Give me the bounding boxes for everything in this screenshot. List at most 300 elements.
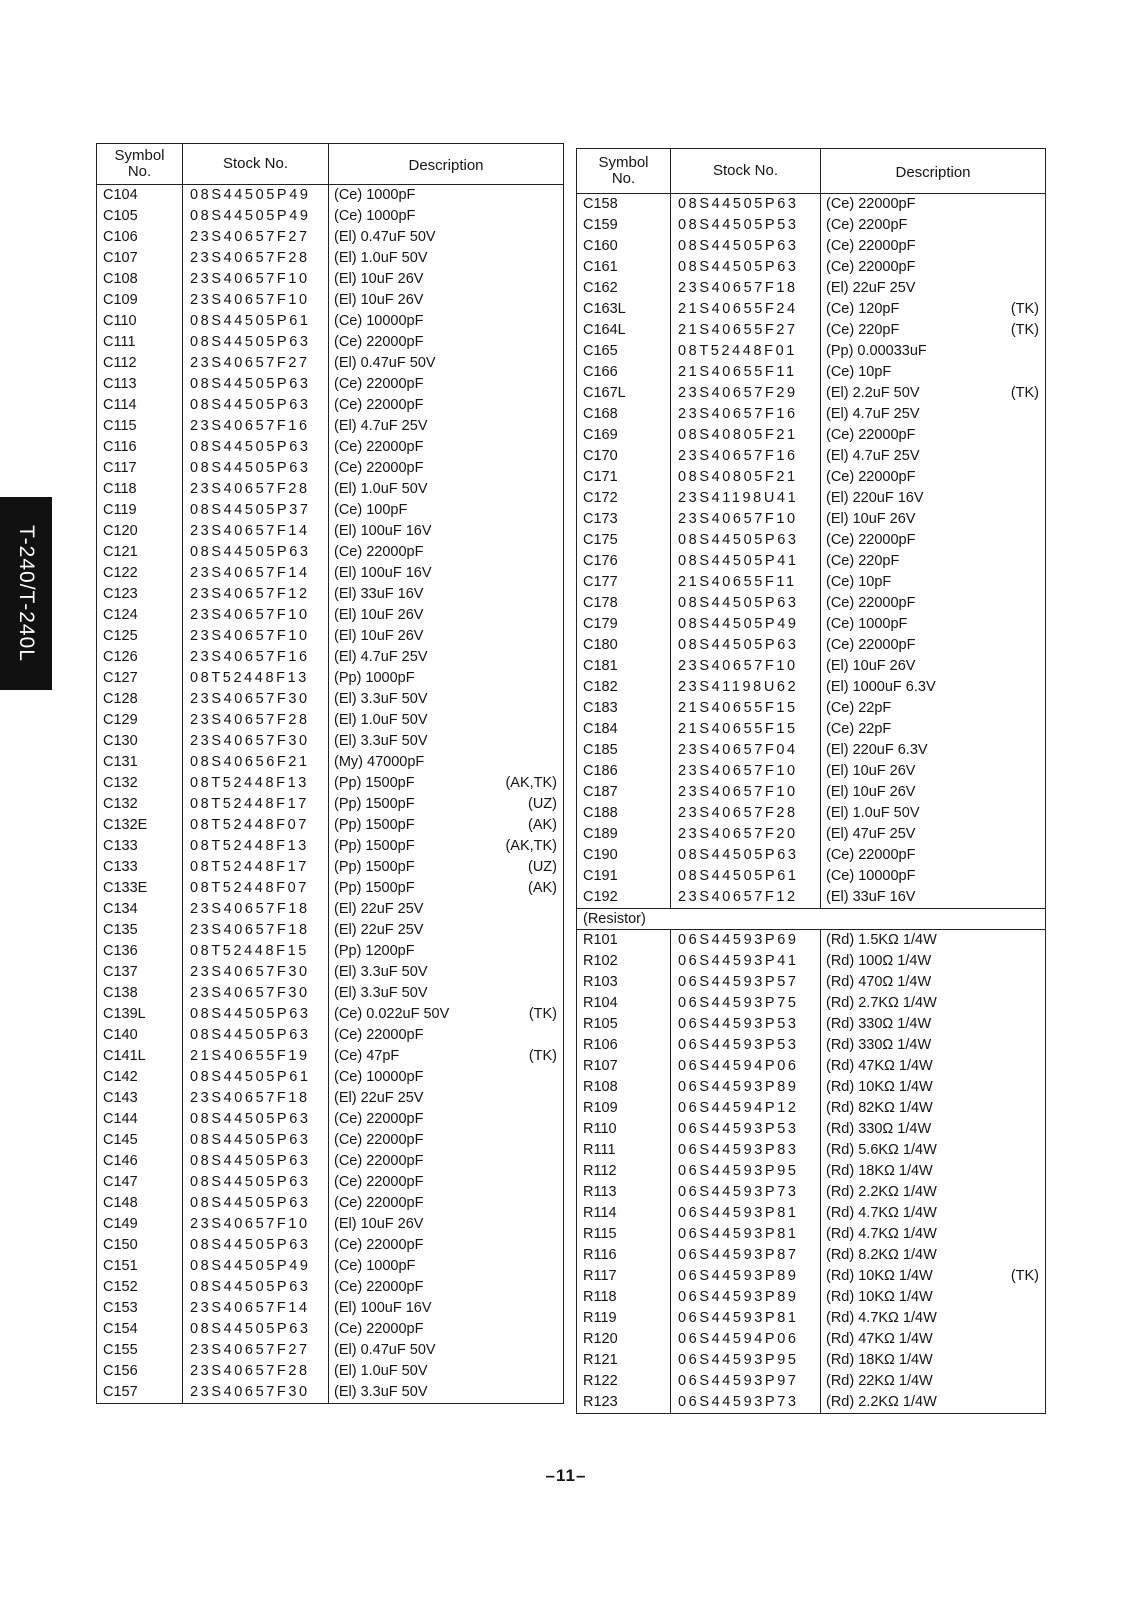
description	[821, 467, 1045, 488]
table-row	[97, 248, 563, 269]
model-side-tab	[0, 497, 52, 690]
table-row	[577, 1140, 1045, 1161]
symbol-no: R115	[577, 1224, 671, 1245]
symbol-no: C136	[97, 941, 183, 962]
description-text: (El) 3.3uF 50V	[334, 691, 428, 707]
stock-no: 08S44505P63	[183, 1277, 329, 1298]
table-row	[97, 1025, 563, 1046]
table-row	[97, 1235, 563, 1256]
destination-note: (UZ)	[528, 796, 557, 812]
description	[329, 1340, 563, 1361]
description	[329, 521, 563, 542]
stock-no: 23S40657F10	[671, 761, 821, 782]
description-text: (Ce) 22000pF	[334, 1279, 424, 1295]
description-text: (Rd) 2.2KΩ 1/4W	[826, 1184, 937, 1200]
table-row	[97, 1151, 563, 1172]
symbol-no: C145	[97, 1130, 183, 1151]
table-row	[97, 1256, 563, 1277]
destination-note: (UZ)	[528, 859, 557, 875]
symbol-no: R116	[577, 1245, 671, 1266]
destination-note: (AK)	[528, 817, 557, 833]
table-row	[97, 647, 563, 668]
description	[821, 698, 1045, 719]
description	[821, 993, 1045, 1014]
stock-no: 23S40657F28	[183, 248, 329, 269]
stock-no: 08S44505P63	[183, 1004, 329, 1025]
table-row	[577, 1224, 1045, 1245]
description	[821, 299, 1045, 320]
table-row	[577, 1287, 1045, 1308]
description	[821, 1203, 1045, 1224]
stock-no: 23S40657F12	[671, 887, 821, 908]
description	[821, 593, 1045, 614]
symbol-no: C156	[97, 1361, 183, 1382]
description-text: (Rd) 10KΩ 1/4W	[826, 1289, 933, 1305]
symbol-no: C153	[97, 1298, 183, 1319]
description-text: (El) 4.7uF 25V	[334, 649, 428, 665]
symbol-no: C125	[97, 626, 183, 647]
description-text: (Rd) 330Ω 1/4W	[826, 1037, 932, 1053]
stock-no: 23S40657F12	[183, 584, 329, 605]
table-header	[577, 149, 1045, 194]
table-row	[97, 1382, 563, 1403]
description-text: (El) 4.7uF 25V	[826, 406, 920, 422]
description	[821, 740, 1045, 761]
table-row	[577, 1371, 1045, 1392]
table-row	[577, 972, 1045, 993]
description	[329, 1046, 563, 1067]
description	[329, 1067, 563, 1088]
table-row	[577, 782, 1045, 803]
description	[821, 215, 1045, 236]
symbol-no: C128	[97, 689, 183, 710]
stock-no: 23S40657F16	[183, 416, 329, 437]
description-text: (El) 33uF 16V	[334, 586, 424, 602]
stock-no: 08S44505P63	[183, 1109, 329, 1130]
description	[329, 1025, 563, 1046]
symbol-no: C169	[577, 425, 671, 446]
stock-no: 23S40657F30	[183, 962, 329, 983]
symbol-no: R108	[577, 1077, 671, 1098]
symbol-no: R119	[577, 1308, 671, 1329]
symbol-no: C178	[577, 593, 671, 614]
table-row	[97, 836, 563, 857]
description-text: (Rd) 1.5KΩ 1/4W	[826, 932, 937, 948]
table-row	[97, 815, 563, 836]
description-text: (Rd) 4.7KΩ 1/4W	[826, 1205, 937, 1221]
symbol-no: R104	[577, 993, 671, 1014]
table-row	[577, 740, 1045, 761]
stock-no: 06S44593P75	[671, 993, 821, 1014]
symbol-no: C192	[577, 887, 671, 908]
description-text: (El) 47uF 25V	[826, 826, 916, 842]
table-row	[577, 1329, 1045, 1350]
description	[329, 1382, 563, 1403]
header-description-label: Description	[408, 157, 484, 174]
stock-no: 08S44505P63	[183, 1193, 329, 1214]
description	[329, 353, 563, 374]
symbol-no: C181	[577, 656, 671, 677]
header-stock-label: Stock No.	[222, 155, 289, 172]
description-text: (Ce) 22000pF	[334, 1027, 424, 1043]
symbol-no: C122	[97, 563, 183, 584]
table-row	[97, 311, 563, 332]
description-text: (Pp) 1500pF	[334, 859, 415, 875]
stock-no: 06S44593P73	[671, 1392, 821, 1413]
stock-no: 23S40657F18	[183, 899, 329, 920]
stock-no: 06S44593P89	[671, 1266, 821, 1287]
symbol-no: C133E	[97, 878, 183, 899]
stock-no: 08T52448F07	[183, 815, 329, 836]
table-row	[97, 731, 563, 752]
stock-no: 08T52448F01	[671, 341, 821, 362]
symbol-no: C143	[97, 1088, 183, 1109]
table-row	[577, 215, 1045, 236]
stock-no: 23S40657F18	[183, 1088, 329, 1109]
table-row	[577, 635, 1045, 656]
stock-no: 06S44593P57	[671, 972, 821, 993]
description-text: (Ce) 10000pF	[334, 313, 424, 329]
table-row	[97, 1004, 563, 1025]
description-text: (Rd) 4.7KΩ 1/4W	[826, 1310, 937, 1326]
table-row	[97, 353, 563, 374]
symbol-no: C159	[577, 215, 671, 236]
symbol-no: C114	[97, 395, 183, 416]
description-text: (Rd) 2.7KΩ 1/4W	[826, 995, 937, 1011]
table-row	[97, 1172, 563, 1193]
stock-no: 06S44594P06	[671, 1056, 821, 1077]
description-text: (El) 1000uF 6.3V	[826, 679, 936, 695]
header-symbol-line2: No.	[611, 170, 636, 187]
description	[821, 1287, 1045, 1308]
table-row	[577, 299, 1045, 320]
description-text: (Rd) 2.2KΩ 1/4W	[826, 1394, 937, 1410]
stock-no: 06S44593P53	[671, 1119, 821, 1140]
table-row	[577, 278, 1045, 299]
table-row	[577, 1308, 1045, 1329]
table-row	[577, 488, 1045, 509]
description	[821, 488, 1045, 509]
symbol-no: R107	[577, 1056, 671, 1077]
description-text: (Pp) 1500pF	[334, 880, 415, 896]
description	[329, 1235, 563, 1256]
symbol-no: C119	[97, 500, 183, 521]
destination-note: (TK)	[528, 1048, 557, 1064]
stock-no: 23S40657F10	[183, 269, 329, 290]
stock-no: 08S44505P49	[183, 185, 329, 206]
symbol-no: C139L	[97, 1004, 183, 1025]
symbol-no: R110	[577, 1119, 671, 1140]
symbol-no: C132	[97, 794, 183, 815]
description-text: (El) 22uF 25V	[334, 922, 424, 938]
table-row	[97, 605, 563, 626]
description-text: (Ce) 100pF	[334, 502, 408, 518]
description-text: (Ce) 22000pF	[334, 1321, 424, 1337]
description-text: (Ce) 22000pF	[334, 1237, 424, 1253]
symbol-no: C170	[577, 446, 671, 467]
header-symbol-line1: Symbol	[598, 154, 649, 171]
stock-no: 06S44593P97	[671, 1371, 821, 1392]
stock-no: 23S40657F16	[183, 647, 329, 668]
description-text: (El) 22uF 25V	[334, 1090, 424, 1106]
stock-no: 06S44594P12	[671, 1098, 821, 1119]
symbol-no: C115	[97, 416, 183, 437]
stock-no: 23S40657F04	[671, 740, 821, 761]
description	[329, 1193, 563, 1214]
description	[821, 635, 1045, 656]
description	[329, 794, 563, 815]
table-row	[577, 719, 1045, 740]
stock-no: 08T52448F13	[183, 836, 329, 857]
symbol-no: C190	[577, 845, 671, 866]
stock-no: 23S40657F16	[671, 446, 821, 467]
table-row	[97, 185, 563, 206]
stock-no: 08S44505P63	[183, 374, 329, 395]
description-text: (Ce) 22000pF	[826, 427, 916, 443]
description	[329, 1109, 563, 1130]
description	[821, 803, 1045, 824]
symbol-no: C147	[97, 1172, 183, 1193]
description-text: (Ce) 22000pF	[826, 847, 916, 863]
table-row	[97, 1109, 563, 1130]
description-text: (Rd) 18KΩ 1/4W	[826, 1163, 933, 1179]
header-stock-no	[183, 144, 329, 184]
description	[821, 1077, 1045, 1098]
header-symbol-line1: Symbol	[114, 147, 165, 164]
description	[821, 1266, 1045, 1287]
table-row	[97, 332, 563, 353]
description-text: (Rd) 22KΩ 1/4W	[826, 1373, 933, 1389]
table-row	[97, 437, 563, 458]
description-text: (El) 10uF 26V	[826, 511, 916, 527]
description-text: (Ce) 22000pF	[334, 376, 424, 392]
description	[329, 647, 563, 668]
description-text: (Ce) 47pF	[334, 1048, 400, 1064]
description	[821, 887, 1045, 908]
symbol-no: R122	[577, 1371, 671, 1392]
destination-note: (TK)	[528, 1006, 557, 1022]
table-row	[97, 479, 563, 500]
symbol-no: C161	[577, 257, 671, 278]
symbol-no: C111	[97, 332, 183, 353]
description	[329, 1277, 563, 1298]
description	[821, 930, 1045, 951]
description-text: (Pp) 0.00033uF	[826, 343, 927, 359]
description-text: (El) 22uF 25V	[826, 280, 916, 296]
symbol-no: R101	[577, 930, 671, 951]
table-row	[97, 584, 563, 605]
table-row	[97, 1298, 563, 1319]
table-row	[577, 1350, 1045, 1371]
description-text: (Ce) 22000pF	[334, 439, 424, 455]
description-text: (Ce) 22000pF	[334, 1132, 424, 1148]
table-row	[97, 1067, 563, 1088]
symbol-no: C187	[577, 782, 671, 803]
description	[821, 1119, 1045, 1140]
description	[821, 866, 1045, 887]
description	[821, 761, 1045, 782]
table-row	[577, 1035, 1045, 1056]
table-row	[577, 761, 1045, 782]
description	[821, 551, 1045, 572]
symbol-no: C154	[97, 1319, 183, 1340]
description-text: (El) 1.0uF 50V	[334, 481, 428, 497]
description	[329, 248, 563, 269]
description-text: (Rd) 8.2KΩ 1/4W	[826, 1247, 937, 1263]
header-description-label: Description	[895, 164, 971, 181]
symbol-no: R117	[577, 1266, 671, 1287]
description-text: (El) 3.3uF 50V	[334, 1384, 428, 1400]
description-text: (Ce) 22000pF	[334, 1174, 424, 1190]
stock-no: 21S40655F19	[183, 1046, 329, 1067]
description-text: (Ce) 22000pF	[334, 1111, 424, 1127]
table-row	[97, 1361, 563, 1382]
description	[821, 425, 1045, 446]
symbol-no: C104	[97, 185, 183, 206]
stock-no: 08S44505P63	[183, 332, 329, 353]
stock-no: 08T52448F13	[183, 668, 329, 689]
stock-no: 23S40657F28	[183, 1361, 329, 1382]
description	[821, 1371, 1045, 1392]
symbol-no: C117	[97, 458, 183, 479]
symbol-no: C157	[97, 1382, 183, 1403]
stock-no: 23S40657F28	[671, 803, 821, 824]
description-text: (Ce) 22pF	[826, 700, 892, 716]
symbol-no: C168	[577, 404, 671, 425]
description-text: (El) 33uF 16V	[826, 889, 916, 905]
stock-no: 21S40655F24	[671, 299, 821, 320]
symbol-no: C116	[97, 437, 183, 458]
description	[821, 845, 1045, 866]
description	[329, 1256, 563, 1277]
description-text: (Rd) 10KΩ 1/4W	[826, 1268, 933, 1284]
stock-no: 08S44505P41	[671, 551, 821, 572]
description-text: (El) 10uF 26V	[334, 607, 424, 623]
stock-no: 08S40656F21	[183, 752, 329, 773]
description	[329, 395, 563, 416]
table-header	[97, 144, 563, 185]
description	[821, 1056, 1045, 1077]
description-text: (Ce) 1000pF	[826, 616, 908, 632]
table-row	[577, 1119, 1045, 1140]
description	[821, 719, 1045, 740]
table-row	[97, 1214, 563, 1235]
description	[821, 1224, 1045, 1245]
table-row	[577, 993, 1045, 1014]
stock-no: 23S40657F30	[183, 731, 329, 752]
table-row	[97, 626, 563, 647]
table-row	[97, 962, 563, 983]
description-text: (Pp) 1500pF	[334, 817, 415, 833]
description-text: (Ce) 22000pF	[826, 637, 916, 653]
description-text: (El) 3.3uF 50V	[334, 985, 428, 1001]
stock-no: 23S40657F30	[183, 689, 329, 710]
symbol-no: R123	[577, 1392, 671, 1413]
description	[821, 1182, 1045, 1203]
stock-no: 08T52448F17	[183, 794, 329, 815]
header-symbol-line2: No.	[127, 163, 152, 180]
stock-no: 23S40657F18	[671, 278, 821, 299]
symbol-no: R114	[577, 1203, 671, 1224]
description	[329, 710, 563, 731]
description	[821, 1140, 1045, 1161]
symbol-no: C132	[97, 773, 183, 794]
description	[329, 563, 563, 584]
description	[821, 383, 1045, 404]
table-row	[577, 845, 1045, 866]
stock-no: 08T52448F07	[183, 878, 329, 899]
destination-note: (TK)	[1010, 322, 1039, 338]
description	[329, 731, 563, 752]
description-text: (El) 4.7uF 25V	[334, 418, 428, 434]
stock-no: 06S44593P41	[671, 951, 821, 972]
description-text: (El) 22uF 25V	[334, 901, 424, 917]
description-text: (El) 4.7uF 25V	[826, 448, 920, 464]
stock-no: 23S40657F10	[183, 605, 329, 626]
table-row	[97, 920, 563, 941]
table-row	[577, 1182, 1045, 1203]
description-text: (Pp) 1500pF	[334, 775, 415, 791]
description	[821, 446, 1045, 467]
symbol-no: C134	[97, 899, 183, 920]
description	[821, 404, 1045, 425]
symbol-no: C140	[97, 1025, 183, 1046]
stock-no: 23S41198U62	[671, 677, 821, 698]
stock-no: 06S44593P81	[671, 1224, 821, 1245]
table-row	[97, 206, 563, 227]
description-text: (Rd) 330Ω 1/4W	[826, 1121, 932, 1137]
symbol-no: C180	[577, 635, 671, 656]
table-row	[577, 1392, 1045, 1413]
table-row	[577, 698, 1045, 719]
description	[821, 1035, 1045, 1056]
section-heading-resistor: (Resistor)	[577, 908, 1045, 930]
table-row	[97, 899, 563, 920]
stock-no: 23S40657F10	[671, 656, 821, 677]
symbol-no: C146	[97, 1151, 183, 1172]
stock-no: 23S40657F30	[183, 983, 329, 1004]
symbol-no: C162	[577, 278, 671, 299]
description	[821, 572, 1045, 593]
table-row	[97, 1340, 563, 1361]
description	[329, 878, 563, 899]
description-text: (Ce) 10000pF	[826, 868, 916, 884]
symbol-no: C164L	[577, 320, 671, 341]
description-text: (El) 220uF 16V	[826, 490, 924, 506]
symbol-no: C152	[97, 1277, 183, 1298]
table-row	[577, 1014, 1045, 1035]
table-row	[577, 866, 1045, 887]
description	[329, 332, 563, 353]
table-row	[97, 269, 563, 290]
symbol-no: C173	[577, 509, 671, 530]
stock-no: 21S40655F15	[671, 698, 821, 719]
description	[821, 362, 1045, 383]
stock-no: 23S40657F27	[183, 227, 329, 248]
symbol-no: C121	[97, 542, 183, 563]
stock-no: 06S44593P69	[671, 930, 821, 951]
destination-note: (AK)	[528, 880, 557, 896]
description	[329, 1004, 563, 1025]
symbol-no: C132E	[97, 815, 183, 836]
table-body	[577, 194, 1045, 1413]
stock-no: 23S40657F10	[183, 1214, 329, 1235]
table-row	[97, 689, 563, 710]
symbol-no: C175	[577, 530, 671, 551]
stock-no: 08S44505P63	[183, 542, 329, 563]
symbol-no: C135	[97, 920, 183, 941]
destination-note: (AK,TK)	[505, 838, 557, 854]
